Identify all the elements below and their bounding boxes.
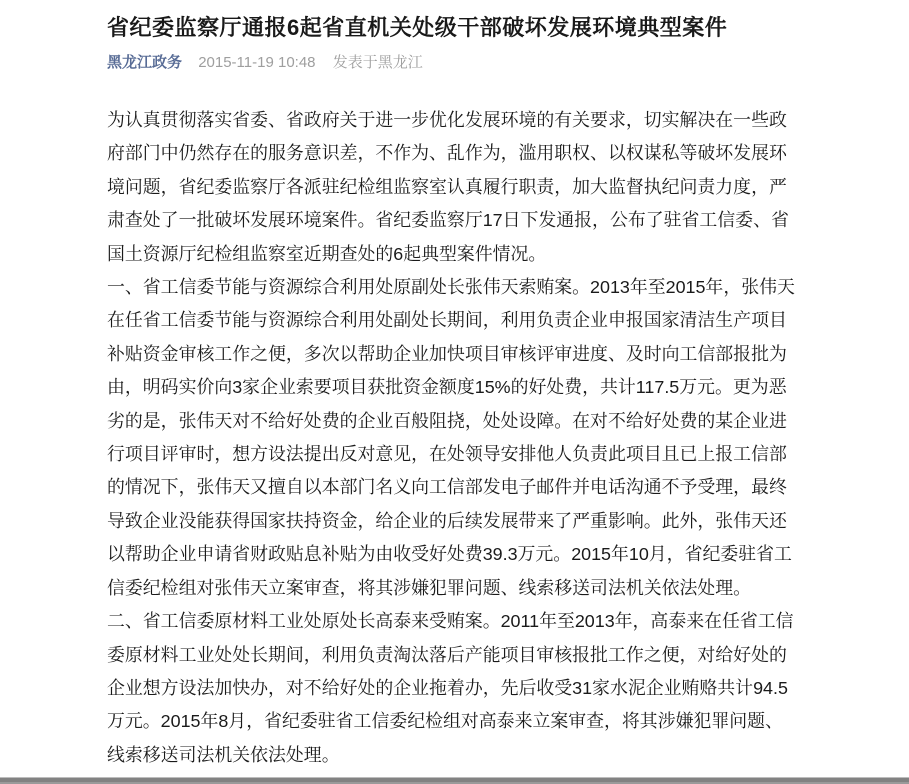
publish-location: 发表于黑龙江 <box>332 54 423 71</box>
paragraph-case-2: 二、省工信委原材料工业处原处长高泰来受贿案。2011年至2013年，高泰来在任省工信委原材料工业处处长期间，利用负责淘汰落后产能项目审核报批工作之便，对给好处的企业想方设法加快办，对不给好处的企业拖着办，先后收受31家水泥企业贿赂共计94.5万元。2015年8月，省纪委驻省工信委纪检组对高泰来立案审查，将其涉嫌犯罪问题、线索移送司法机关依法处理。 <box>107 611 794 765</box>
article-page <box>0 13 909 772</box>
window-bottom-edge <box>0 777 909 784</box>
article-body <box>107 104 800 772</box>
publish-time: 2015-11-19 10:48 <box>198 54 316 71</box>
article-title: 省纪委监察厅通报6起省直机关处级干部破坏发展环境典型案件 <box>107 15 728 40</box>
article-byline <box>107 52 800 73</box>
paragraph-intro: 为认真贯彻落实省委、省政府关于进一步优化发展环境的有关要求，切实解决在一些政府部门中仍然存在的服务意识差，不作为、乱作为，滥用职权、以权谋私等破坏发展环境问题，省纪委监察厅各派驻纪检组监察室认真履行职责，加大监督执纪问责力度，严肃查处了一批破坏发展环境案件。省纪委监察厅17日下发通报，公布了驻省工信委、省国土资源厅纪检组监察室近期查处的6起典型案件情况。 <box>107 110 789 264</box>
paragraph-case-1: 一、省工信委节能与资源综合利用处原副处长张伟天索贿案。2013年至2015年，张伟天在任省工信委节能与资源综合利用处副处长期间，利用负责企业申报国家清洁生产项目补贴资金审核工作之便，多次以帮助企业加快项目审核评审进度、及时向工信部报批为由，明码实价向3家企业索要项目获批资金额度15%的好处费，共计117.5万元。更为恶劣的是，张伟天对不给好处费的企业百般阻挠，处处设障。在对不给好处费的某企业进行项目评审时，想方设法提出反对意见，在处领导安排他人负责此项目且已上报工信部的情况下，张伟天又擅自以本部门名义向工信部发电子邮件并电话沟通不予受理，最终导致企业没能获得国家扶持资金，给企业的后续发展带来了严重影响。此外，张伟天还以帮助企业申请省财政贴息补贴为由收受好处费39.3万元。2015年10月，省纪委驻省工信委纪检组对张伟天立案审查，将其涉嫌犯罪问题、线索移送司法机关依法处理。 <box>107 277 795 598</box>
account-name-link[interactable]: 黑龙江政务 <box>107 54 183 71</box>
